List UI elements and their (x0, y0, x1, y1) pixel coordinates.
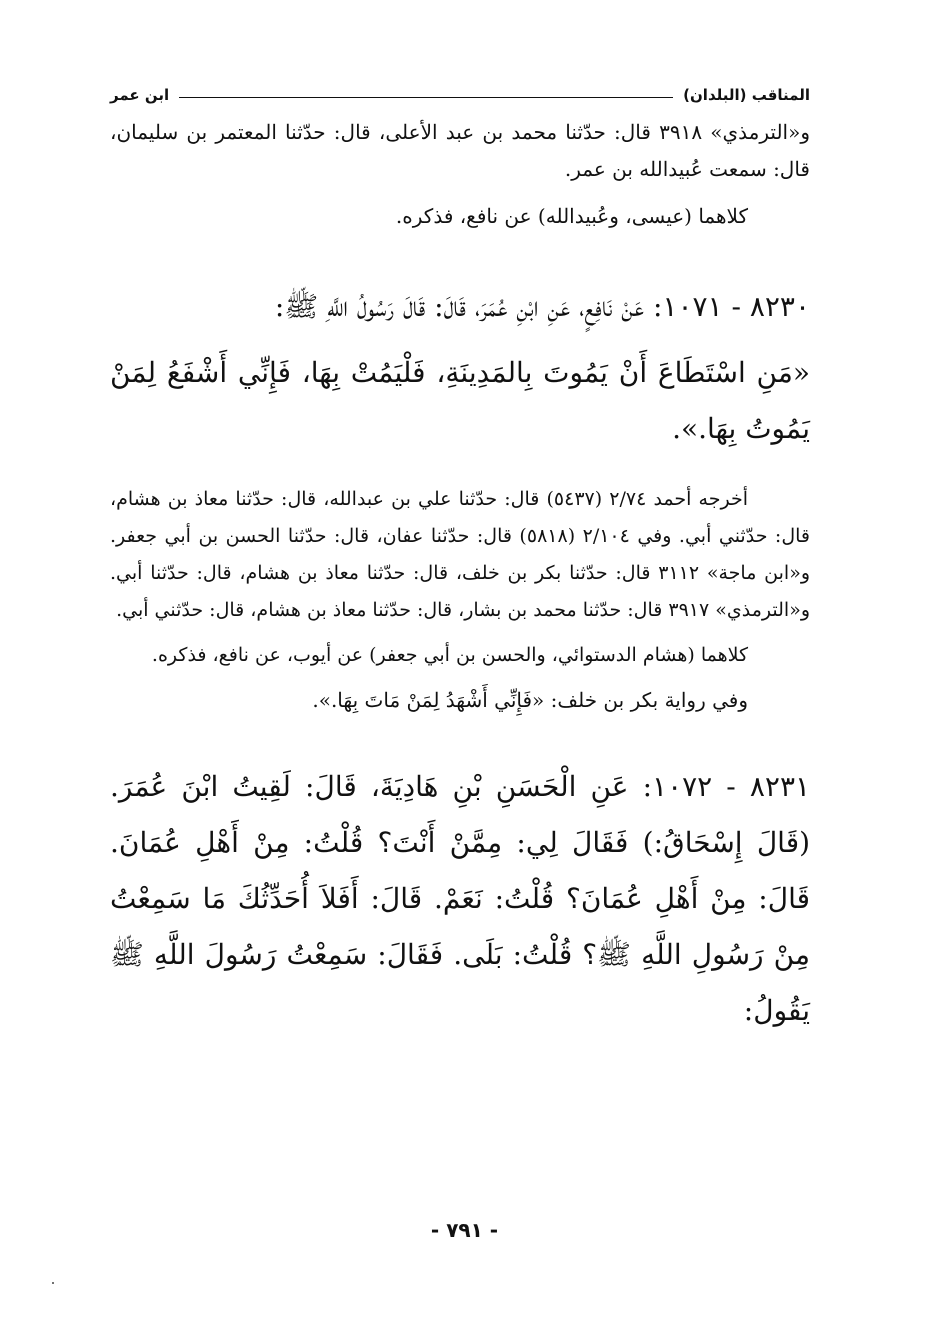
page-number: - ٧٩١ - (430, 1218, 499, 1242)
hadith-8230-text: «مَنِ اسْتَطَاعَ أَنْ يَمُوتَ بِالمَدِينَةِ، فَلْيَمُتْ بِهَا، فَإِنِّي أَشْفَعُ لِمَنْ يَمُوتُ بِهَا.». (110, 356, 810, 445)
summary-line-1: كلاهما (عيسى، وعُبيدالله) عن نافع، فذكره. (395, 204, 748, 228)
hadith-8230-intro: ٨٢٣٠ - ١٠٧١: عَنْ نَافِعٍ، عَنِ ابْنِ عُمَرَ، قَالَ: قَالَ رَسُولُ اللَّهِ ﷺ: (274, 290, 810, 323)
scan-speck (52, 1282, 54, 1284)
source-paragraph-1: و«الترمذي» ٣٩١٨ قال: حدّثنا محمد بن عبد الأعلى، قال: حدّثنا المعتمر بن سليمان، قال: سمعت عُبيدالله بن عمر. (110, 120, 810, 181)
chapter-title: المناقب (البلدان) (683, 86, 810, 104)
takhrij-paragraph: أخرجه أحمد ٢/٧٤ (٥٤٣٧) قال: حدّثنا علي بن عبدالله، قال: حدّثنا معاذ بن هشام، قال: حدّثني أبي. وفي ٢/١٠٤ (٥٨١٨) قال: حدّثنا عفان، قال: حدّثنا الحسن بن أبي جعفر. و«ابن ماجة» ٣١١٢ قال: حدّثنا بكر بن خلف، قال: حدّثنا معاذ بن هشام، قال: حدّثنا أبي. و«الترمذي» ٣٩١٧ قال: حدّثنا محمد بن بشار، قال: حدّثنا معاذ بن هشام، قال: حدّثني أبي. (110, 488, 811, 621)
summary-line-2: كلاهما (هشام الدستوائي، والحسن بن أبي جعفر) عن أيوب، عن نافع، فذكره. (151, 644, 748, 666)
page-content (110, 78, 810, 1039)
running-header (110, 78, 810, 104)
header-rule (179, 97, 673, 98)
section-title: ابن عمر (110, 86, 170, 104)
variant-narration: وفي رواية بكر بن خلف: «فَإِنِّي أَشْهَدُ لِمَنْ مَاتَ بِهَا.». (312, 688, 748, 712)
hadith-8231-text: ٨٢٣١ - ١٠٧٢: عَنِ الْحَسَنِ بْنِ هَادِيَةَ، قَالَ: لَقِيتُ ابْنَ عُمَرَ. (قَالَ إِسْحَاقُ:) فَقَالَ لِي: مِمَّنْ أَنْتَ؟ قُلْتُ: مِنْ أَهْلِ عُمَانَ. قَالَ: مِنْ أَهْلِ عُمَانَ؟ قُلْتُ: نَعَمْ. قَالَ: أَفَلاَ أُحَدِّثُكَ مَا سَمِعْتُ مِنْ رَسُولِ اللَّهِ ﷺ؟ قُلْتُ: بَلَى. فَقَالَ: سَمِعْتُ رَسُولَ اللَّهِ ﷺ يَقُولُ: (110, 770, 811, 1027)
